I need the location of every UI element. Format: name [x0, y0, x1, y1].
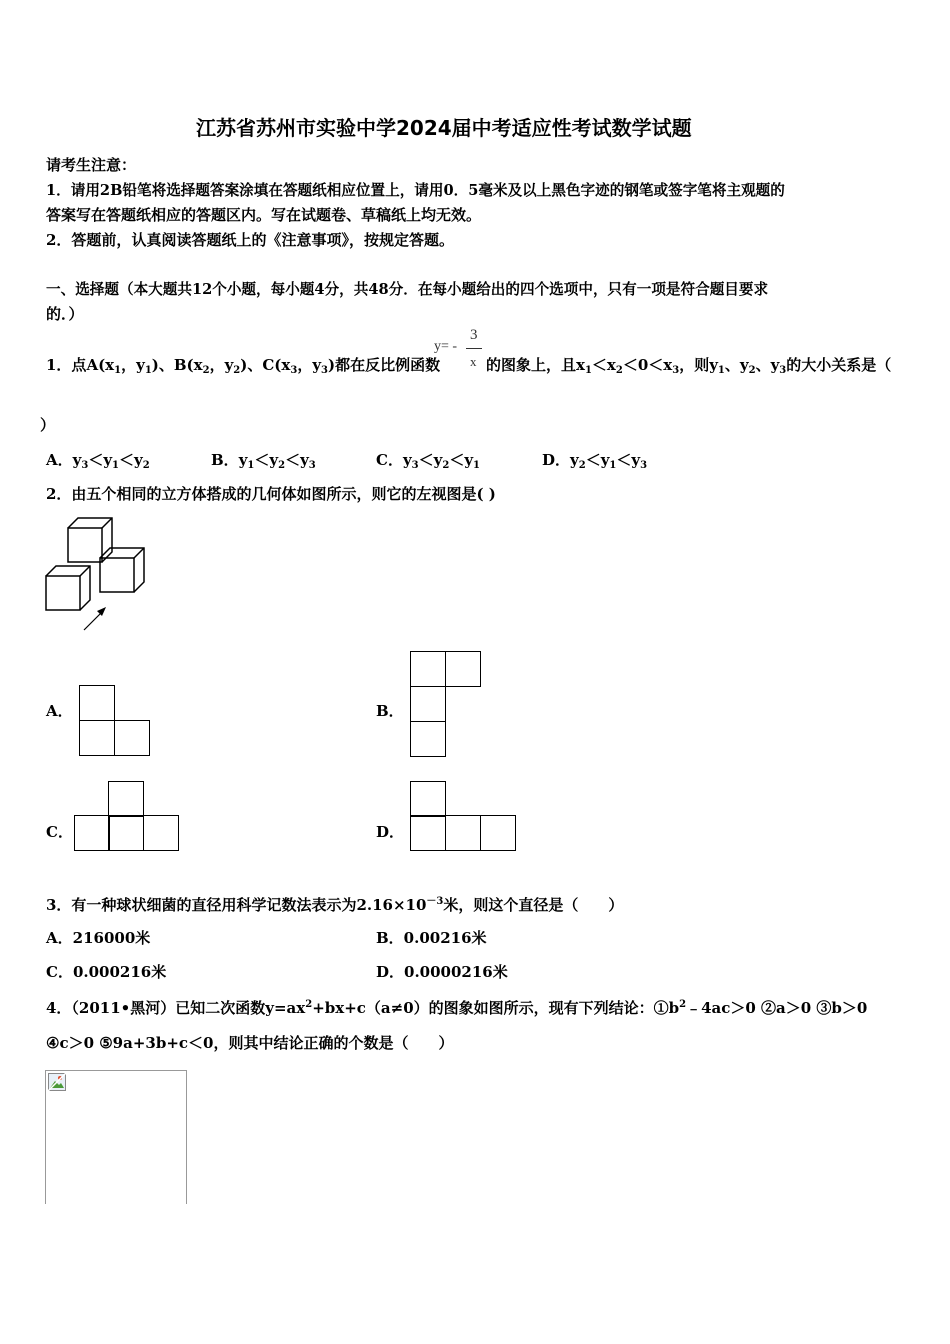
q2-b-square [445, 651, 481, 687]
q4-square-exp-2: 2 [679, 999, 687, 1010]
q2-stem: 2．由五个相同的立方体搭成的几何体如图所示，则它的左视图是( ) [46, 485, 496, 503]
notice-line-1b: 答案写在答题纸相应的答题区内。写在试题卷、草稿纸上均无效。 [46, 206, 482, 224]
q2-c-square [143, 815, 179, 851]
q1-option-d-label: D． [542, 451, 571, 469]
q4-stem-part-a: 4．（2011•黑河）已知二次函数y=ax [46, 999, 306, 1017]
q2-d-square [410, 781, 446, 817]
q1-option-c[interactable]: C．$y_3<y_2<y_1$ [376, 451, 481, 471]
q2-b-square [410, 651, 446, 687]
q2-d-square [410, 815, 446, 851]
q2-a-square [79, 685, 115, 721]
q3-stem-part-a: 3．有一种球状细菌的直径用科学记数法表示为2.16×10 [46, 896, 427, 914]
q2-option-d[interactable]: D． [376, 823, 405, 841]
q1-points: $A(x_1$，$y_1$)、$B(x_2$，$y_2$)、$C(x_3$，$y_3$)都在反比例函数 [86, 356, 441, 376]
q1-option-c-label: C． [376, 451, 403, 469]
notice-heading: 请考生注意： [46, 156, 137, 174]
page-title: 江苏省苏州市实验中学2024届中考适应性考试数学试题 [196, 116, 692, 140]
q1-option-a-label: A． [46, 451, 73, 469]
q2-b-square [410, 721, 446, 757]
q1-option-a[interactable]: A．$y_3<y_1<y_2$ [46, 451, 150, 471]
q1-option-b[interactable]: B．$y_1<y_2<y_3$ [211, 451, 316, 471]
q1-func-denominator: x [470, 354, 477, 369]
q3-stem [46, 892, 623, 915]
q4-stem-part-b: +bx+c（a≠0）的图象如图所示，现有下列结论：①b [312, 999, 680, 1017]
q2-option-c[interactable]: C． [46, 823, 73, 841]
q2-a-square [79, 720, 115, 756]
q3-stem-part-b: 米，则这个直径是（ ） [443, 896, 624, 914]
q1-stem [46, 354, 440, 376]
q2-a-square [114, 720, 150, 756]
q4-stem-line-2: ④c＞0 ⑤9a+3b+c＜0，则其中结论正确的个数是（ ） [46, 1034, 454, 1052]
q3-option-c[interactable]: C．0.000216米 [46, 963, 167, 981]
q2-d-square [445, 815, 481, 851]
q1-func-numerator: 3 [470, 327, 478, 343]
q4-stem [46, 997, 867, 1018]
q1-option-b-label: B． [211, 451, 239, 469]
notice-line-2: 2．答题前，认真阅读答题纸上的《注意事项》，按规定答题。 [46, 231, 454, 249]
q2-b-square [410, 686, 446, 722]
q4-stem-part-c: ﹣4ac＞0 ②a＞0 ③b＞0 [686, 999, 868, 1017]
section-heading-line-1: 一、选择题（本大题共12个小题，每小题4分，共48分．在每小题给出的四个选项中，只有一项是符合题目要求 [46, 281, 769, 298]
q1-close-paren: ） [40, 416, 56, 434]
q4-square-exp: 2 [305, 999, 313, 1010]
q2-cube-figure [40, 512, 150, 632]
q1-stem-cont: 的图象上，且$x_1<x_2<0<x_3$，则$y_1$、$y_2$、$y_3$的大小关系是（ [486, 356, 892, 376]
q1-option-d[interactable]: D．$y_2<y_1<y_3$ [542, 451, 648, 471]
q2-option-a[interactable]: A． [46, 702, 73, 720]
q2-d-square [480, 815, 516, 851]
q2-c-square [74, 815, 110, 851]
q1-prefix: 1．点 [46, 356, 87, 374]
q2-option-b[interactable]: B． [376, 702, 404, 720]
q3-exponent: －3 [426, 896, 444, 907]
q3-option-b[interactable]: B．0.00216米 [376, 929, 487, 947]
q2-c-square [108, 815, 144, 851]
q1-func-lhs: y= - [434, 339, 458, 354]
notice-line-1: 1．请用2B铅笔将选择题答案涂填在答题纸相应位置上，请用0．5毫米及以上黑色字迹的钢笔或签字笔将主观题的 [46, 182, 785, 199]
q2-c-square [108, 781, 144, 817]
section-heading-line-2: 的．） [46, 305, 84, 323]
q4-graph-placeholder [45, 1070, 187, 1204]
q3-option-d[interactable]: D．0.0000216米 [376, 963, 508, 981]
broken-image-icon [48, 1073, 66, 1091]
q1-fraction-bar [466, 348, 482, 349]
q3-option-a[interactable]: A．216000米 [46, 929, 151, 947]
